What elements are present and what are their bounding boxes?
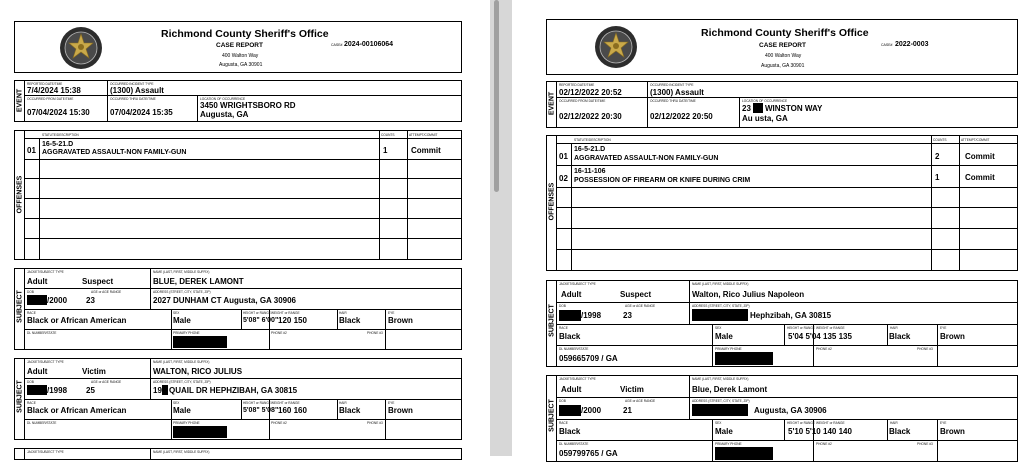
reported-datetime: 02/12/2022 20:52 (559, 88, 622, 97)
subject-side-label: SUBJECT (16, 380, 24, 413)
subject-type: Victim (82, 367, 106, 376)
left-next-subject-partial (14, 448, 462, 460)
sheriff-badge-icon (59, 26, 103, 70)
right-event-section (546, 81, 1018, 128)
subject-name: Blue, Derek Lamont (692, 385, 768, 394)
agency-address-line2: Augusta, GA 30901 (219, 62, 263, 68)
subject-side-label: SUBJECT (548, 399, 556, 432)
sheriff-badge-icon (594, 25, 638, 69)
offense-number: 02 (559, 174, 568, 183)
dob-label: DOB (27, 290, 34, 294)
offense-status: Commit (965, 152, 995, 161)
reported-datetime: 7/4/2024 15:38 (27, 86, 81, 95)
occurred-thru-label: OCCURRED THRU DATE/TIME (650, 99, 696, 103)
primary-phone-label: PRIMARY PHONE (173, 421, 200, 425)
case-number-label: CASE# (881, 43, 893, 47)
dob-redaction (559, 405, 581, 416)
name-label: NAME (LAST, FIRST, MIDDLE SUFFIX) (692, 282, 749, 286)
primary-phone-redaction (173, 336, 227, 348)
eye-label: EYE (940, 326, 947, 330)
sex-label: SEX (173, 311, 180, 315)
subject-address: Augusta, GA 30906 (754, 406, 827, 415)
dob: /2000 (581, 406, 602, 415)
left-offenses-section (14, 130, 462, 260)
subject-side-label: SUBJECT (16, 290, 24, 323)
offense-number: 01 (27, 146, 36, 155)
dob-label: DOB (559, 399, 566, 403)
reported-datetime-label: REPORTED DATE/TIME (27, 82, 63, 86)
location-line2: Au usta, GA (742, 114, 788, 123)
primary-phone-redaction (173, 426, 227, 438)
eye-label: EYE (940, 421, 947, 425)
dob-redaction (559, 310, 581, 321)
left-subject-victim (14, 358, 462, 440)
weight-label: WEIGHT or RANGE (271, 401, 300, 405)
phone2-label: PHONE #2 (271, 331, 287, 335)
dob-redaction (27, 385, 47, 395)
race-label: RACE (559, 326, 568, 330)
scrollbar-thumb[interactable] (494, 0, 499, 192)
height: 5'04 5'04 (788, 332, 821, 341)
dob: /1998 (581, 311, 602, 320)
hair-label: HAIR (890, 326, 898, 330)
sex: Male (715, 427, 733, 436)
occurred-thru: 07/04/2024 15:35 (110, 108, 173, 117)
weight: 160 160 (278, 406, 307, 415)
incident-type-label: OCCURRED INCIDENT TYPE (650, 83, 694, 87)
name-label: NAME (LAST, FIRST, MIDDLE SUFFIX) (153, 450, 210, 454)
location-line1: 3450 WRIGHTSBORO RD (200, 101, 296, 110)
sex-label: SEX (715, 421, 722, 425)
location-line2: Augusta, GA (200, 110, 249, 119)
offenses-side-label: OFFENSES (548, 182, 556, 221)
jacket-type: Adult (27, 277, 48, 286)
race: Black (559, 332, 581, 341)
height: 5'10 5'10 (788, 427, 821, 436)
weight-label: WEIGHT or RANGE (271, 311, 300, 315)
incident-type-label: OCCURRED INCIDENT TYPE (110, 82, 154, 86)
eye: Brown (940, 332, 965, 341)
primary-phone-redaction (715, 447, 773, 460)
race-label: RACE (27, 401, 36, 405)
phone3-label: PHONE #3 (917, 347, 933, 351)
offense-code: 16-5-21.D (42, 141, 74, 148)
offense-code: 16-11-106 (574, 168, 606, 175)
sex: Male (715, 332, 733, 341)
race: Black or African American (27, 406, 127, 415)
left-event-section (14, 80, 462, 122)
dl-label: DL NUMBER/STATE (559, 442, 589, 446)
address-label: ADDRESS (STREET, CITY, STATE, ZIP) (692, 304, 750, 308)
hair-label: HAIR (890, 421, 898, 425)
agency-title: Richmond County Sheriff's Office (161, 28, 329, 40)
location-label: LOCATION OF OCCURRENCE (200, 97, 246, 101)
weight: 140 140 (823, 427, 852, 436)
hair: Black (889, 332, 911, 341)
address-label: ADDRESS (STREET, CITY, STATE, ZIP) (692, 399, 750, 403)
height-label: HEIGHT or RANGE (243, 401, 271, 405)
report-title: CASE REPORT (759, 42, 806, 49)
sex: Male (173, 316, 191, 325)
location-label: LOCATION OF OCCURRENCE (742, 99, 788, 103)
age-label: AGE or AGE RANGE (91, 290, 122, 294)
primary-phone-redaction (715, 352, 773, 365)
race: Black or African American (27, 316, 127, 325)
left-header (14, 21, 462, 73)
occurred-thru: 02/12/2022 20:50 (650, 112, 713, 121)
age-label: AGE or AGE RANGE (625, 304, 656, 308)
left-subject-suspect (14, 268, 462, 350)
address-label: ADDRESS (STREET, CITY, STATE, ZIP) (153, 380, 211, 384)
phone2-label: PHONE #2 (271, 421, 287, 425)
occurred-thru-label: OCCURRED THRU DATE/TIME (110, 97, 156, 101)
incident-type: (1300) Assault (110, 86, 164, 95)
sex-label: SEX (173, 401, 180, 405)
offense-status: Commit (965, 173, 995, 182)
dob-redaction (27, 295, 47, 305)
address-redaction (692, 309, 748, 321)
agency-address-line2: Augusta, GA 30901 (761, 63, 805, 69)
statute-column-header: STATUTE/DESCRIPTION (574, 138, 611, 142)
offense-number: 01 (559, 152, 568, 161)
offense-code: 16-5-21.D (574, 146, 606, 153)
subject-name: WALTON, RICO JULIUS (153, 367, 243, 376)
right-report-page (512, 0, 1024, 456)
age: 23 (86, 296, 95, 305)
agency-address-line1: 400 Walton Way (222, 53, 259, 59)
subject-type: Suspect (82, 277, 114, 286)
location-line1: WINSTON WAY (765, 104, 823, 113)
jacket-type-label: JACKET/SUBJECT TYPE (559, 377, 596, 381)
race-label: RACE (559, 421, 568, 425)
address-prefix: 19 (153, 386, 162, 395)
jacket-type-label: JACKET/SUBJECT TYPE (27, 450, 64, 454)
right-subject-victim (546, 375, 1018, 462)
age-label: AGE or AGE RANGE (91, 380, 122, 384)
subject-address: 2027 DUNHAM CT Augusta, GA 30906 (153, 296, 296, 305)
occurred-from-label: OCCURRED FROM DATE/TIME (27, 97, 74, 101)
name-label: NAME (LAST, FIRST, MIDDLE SUFFIX) (692, 377, 749, 381)
event-side-label: EVENT (16, 88, 24, 113)
statute-column-header: STATUTE/DESCRIPTION (42, 133, 79, 137)
weight: 120 150 (278, 316, 307, 325)
height-label: HEIGHT or RANGE (243, 311, 271, 315)
right-subject-suspect (546, 280, 1018, 367)
occurred-from: 02/12/2022 20:30 (559, 112, 622, 121)
offense-description: POSSESSION OF FIREARM OR KNIFE DURING CRIM (574, 177, 751, 184)
dob-label: DOB (27, 380, 34, 384)
height: 5'08" 6'00" (243, 317, 279, 324)
left-report-page (0, 0, 490, 456)
hair: Black (339, 316, 361, 325)
sex: Male (173, 406, 191, 415)
jacket-type: Adult (561, 290, 582, 299)
subject-name: BLUE, DEREK LAMONT (153, 277, 244, 286)
offense-description: AGGRAVATED ASSAULT-NON FAMILY-GUN (42, 149, 187, 156)
age: 21 (623, 406, 632, 415)
height-label: HEIGHT or RANGE (787, 326, 815, 330)
subject-type: Suspect (620, 290, 652, 299)
age-label: AGE or AGE RANGE (625, 399, 656, 403)
jacket-type: Adult (561, 385, 582, 394)
occurred-from-label: OCCURRED FROM DATE/TIME (559, 99, 606, 103)
phone2-label: PHONE #2 (816, 442, 832, 446)
offense-counts: 1 (935, 173, 940, 182)
name-label: NAME (LAST, FIRST, MIDDLE SUFFIX) (153, 270, 210, 274)
subject-name: Walton, Rico Julius Napoleon (692, 290, 805, 299)
counts-column-header: COUNTS (381, 133, 395, 137)
eye-label: EYE (388, 311, 395, 315)
event-side-label: EVENT (548, 91, 556, 116)
dl-number: 059665709 / GA (559, 354, 618, 363)
weight-label: WEIGHT or RANGE (816, 421, 845, 425)
dl-label: DL NUMBER/STATE (27, 331, 57, 335)
eye: Brown (940, 427, 965, 436)
reported-datetime-label: REPORTED DATE/TIME (559, 83, 595, 87)
phone3-label: PHONE #3 (367, 421, 383, 425)
location-redaction (753, 103, 763, 113)
report-title: CASE REPORT (216, 42, 263, 49)
jacket-type-label: JACKET/SUBJECT TYPE (27, 360, 64, 364)
address-redaction (162, 385, 168, 395)
offense-status: Commit (411, 146, 441, 155)
offenses-side-label: OFFENSES (16, 175, 24, 214)
counts-column-header: COUNTS (933, 138, 947, 142)
agency-address-line1: 400 Walton Way (765, 53, 802, 59)
case-number-label: CASE# (331, 43, 343, 47)
jacket-type-label: JACKET/SUBJECT TYPE (27, 270, 64, 274)
primary-phone-label: PRIMARY PHONE (173, 331, 200, 335)
primary-phone-label: PRIMARY PHONE (715, 442, 742, 446)
dob: /2000 (47, 296, 68, 305)
attempt-column-header: ATTEMPT/COMMIT (961, 138, 990, 142)
right-offenses-section (546, 135, 1018, 271)
race: Black (559, 427, 581, 436)
address-label: ADDRESS (STREET, CITY, STATE, ZIP) (153, 290, 211, 294)
hair: Black (339, 406, 361, 415)
eye: Brown (388, 316, 413, 325)
phone3-label: PHONE #3 (917, 442, 933, 446)
phone3-label: PHONE #3 (367, 331, 383, 335)
phone2-label: PHONE #2 (816, 347, 832, 351)
incident-type: (1300) Assault (650, 88, 704, 97)
subject-type: Victim (620, 385, 644, 394)
age: 25 (86, 386, 95, 395)
dob-label: DOB (559, 304, 566, 308)
height: 5'08" 5'08" (243, 407, 279, 414)
agency-title: Richmond County Sheriff's Office (701, 27, 869, 39)
dl-number: 059799765 / GA (559, 449, 618, 458)
jacket-type: Adult (27, 367, 48, 376)
age: 23 (623, 311, 632, 320)
jacket-type-label: JACKET/SUBJECT TYPE (559, 282, 596, 286)
offense-description: AGGRAVATED ASSAULT-NON FAMILY-GUN (574, 155, 719, 162)
weight: 135 135 (823, 332, 852, 341)
eye-label: EYE (388, 401, 395, 405)
race-label: RACE (27, 311, 36, 315)
dl-label: DL NUMBER/STATE (27, 421, 57, 425)
height-label: HEIGHT or RANGE (787, 421, 815, 425)
dl-label: DL NUMBER/STATE (559, 347, 589, 351)
subject-side-label: SUBJECT (548, 304, 556, 337)
attempt-column-header: ATTEMPT/COMMIT (409, 133, 438, 137)
hair: Black (889, 427, 911, 436)
sex-label: SEX (715, 326, 722, 330)
subject-address: Hephzibah, GA 30815 (750, 311, 832, 320)
hair-label: HAIR (339, 311, 347, 315)
name-label: NAME (LAST, FIRST, MIDDLE SUFFIX) (153, 360, 210, 364)
location-prefix: 23 (742, 104, 751, 113)
primary-phone-label: PRIMARY PHONE (715, 347, 742, 351)
subject-address: QUAIL DR HEPHZIBAH, GA 30815 (169, 386, 298, 395)
address-redaction (692, 404, 748, 416)
case-number: 2024-00106064 (344, 41, 394, 48)
weight-label: WEIGHT or RANGE (816, 326, 845, 330)
dob: /1998 (47, 386, 68, 395)
hair-label: HAIR (339, 401, 347, 405)
eye: Brown (388, 406, 413, 415)
case-number: 2022-0003 (895, 41, 929, 48)
right-header (546, 19, 1018, 75)
occurred-from: 07/04/2024 15:30 (27, 108, 90, 117)
offense-counts: 1 (383, 146, 388, 155)
offense-counts: 2 (935, 152, 940, 161)
